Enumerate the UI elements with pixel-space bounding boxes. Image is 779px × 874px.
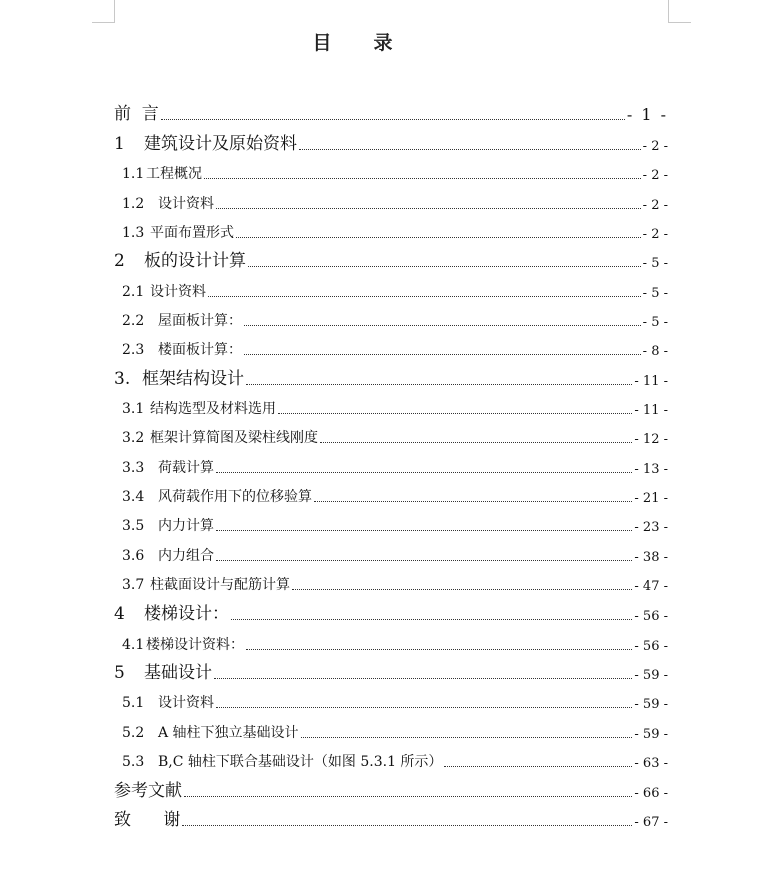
toc-entry-label: 楼面板计算： bbox=[158, 342, 242, 358]
toc-entry[interactable] bbox=[114, 98, 668, 124]
toc-entry-label: B,C 轴柱下联合基础设计（如图 5.3.1 所示） bbox=[158, 754, 443, 770]
toc-leader bbox=[161, 118, 625, 120]
toc-entry-label: 框架计算简图及梁柱线刚度 bbox=[150, 430, 318, 446]
toc-leader bbox=[216, 559, 632, 561]
toc-entry-number: 2.1 bbox=[122, 284, 145, 300]
toc-entry-page: - 11 - bbox=[634, 403, 668, 418]
toc-entry-number: 1.2 bbox=[122, 196, 145, 212]
toc-entry-label: 平面布置形式 bbox=[150, 225, 234, 241]
toc-entry[interactable] bbox=[114, 394, 668, 418]
toc-leader bbox=[278, 412, 632, 414]
toc-leader bbox=[246, 383, 632, 385]
toc-entry[interactable] bbox=[114, 570, 668, 594]
toc-entry-label: 建筑设计及原始资料 bbox=[144, 134, 297, 154]
toc-entry-page: - 67 - bbox=[634, 815, 668, 830]
toc-entry-label: 设计资料 bbox=[158, 196, 214, 212]
toc-leader bbox=[314, 500, 632, 502]
toc-entry[interactable] bbox=[114, 718, 668, 742]
page-corner-mark-left bbox=[92, 0, 115, 23]
toc-entry-label: 风荷载作用下的位移验算 bbox=[158, 489, 312, 505]
toc-entry-page: - 8 - bbox=[642, 344, 668, 359]
toc-entry-label: 基础设计 bbox=[144, 663, 212, 683]
toc-entry-page: - 66 - bbox=[634, 786, 668, 801]
toc-entry[interactable] bbox=[114, 453, 668, 477]
toc-entry-page: - 5 - bbox=[642, 256, 668, 271]
toc-leader bbox=[216, 706, 632, 708]
toc-entry[interactable] bbox=[114, 363, 668, 389]
toc-entry-number: 3.5 bbox=[122, 518, 145, 534]
toc-entry-label: 设计资料 bbox=[158, 695, 214, 711]
toc-entry-label: 荷载计算 bbox=[158, 460, 214, 476]
toc-leader bbox=[208, 295, 641, 297]
toc-leader bbox=[444, 765, 632, 767]
toc-entry[interactable] bbox=[114, 159, 668, 183]
toc-entry-page: - 63 - bbox=[634, 756, 668, 771]
toc-entry[interactable] bbox=[114, 630, 668, 654]
toc-entry-label: 板的设计计算 bbox=[144, 251, 246, 271]
toc-entry-page: - 2 - bbox=[642, 168, 668, 183]
toc-entry-number: 4.1 bbox=[122, 637, 145, 653]
toc-entry-page: - 38 - bbox=[634, 550, 668, 565]
toc-entry[interactable] bbox=[114, 598, 668, 624]
toc-entry-label: 框架结构设计 bbox=[142, 369, 244, 389]
toc-entry-number: 3.4 bbox=[122, 489, 145, 505]
toc-leader bbox=[299, 148, 641, 150]
toc-leader bbox=[214, 677, 632, 679]
toc-entry-page: - 59 - bbox=[634, 727, 668, 742]
toc-entry-number: 3.2 bbox=[122, 430, 145, 446]
toc-entry[interactable] bbox=[114, 277, 668, 301]
toc-entry-label: 楼梯设计资料： bbox=[146, 637, 244, 653]
toc-entry-label: 参考文献 bbox=[114, 781, 182, 801]
toc-leader bbox=[182, 824, 632, 826]
toc-leader bbox=[236, 236, 641, 238]
toc-leader bbox=[292, 588, 632, 590]
toc-entry-page: - 56 - bbox=[634, 639, 668, 654]
toc-entry-number: 3.1 bbox=[122, 401, 145, 417]
toc-title bbox=[0, 28, 705, 55]
toc-entry-label: 楼梯设计： bbox=[144, 604, 229, 624]
toc-leader bbox=[320, 441, 632, 443]
toc-entry-label: 前 言 bbox=[114, 104, 159, 124]
toc-entry-number: 2.3 bbox=[122, 342, 145, 358]
toc-entry[interactable] bbox=[114, 541, 668, 565]
toc-entry-label: 内力计算 bbox=[158, 518, 214, 534]
toc-entry-page: - 56 - bbox=[634, 609, 668, 624]
toc-entry[interactable] bbox=[114, 511, 668, 535]
toc-entry-label: 设计资料 bbox=[150, 284, 206, 300]
toc-entry-label: 屋面板计算： bbox=[158, 313, 242, 329]
toc-entry-number: 5 bbox=[114, 663, 125, 683]
toc-entry[interactable] bbox=[114, 128, 668, 154]
toc-entry-label: 柱截面设计与配筋计算 bbox=[150, 577, 290, 593]
toc-leader bbox=[244, 353, 641, 355]
toc-leader bbox=[301, 736, 633, 738]
toc-entry-number: 2.2 bbox=[122, 313, 145, 329]
toc-entry[interactable] bbox=[114, 657, 668, 683]
toc-entry-page: - 5 - bbox=[642, 315, 668, 330]
toc-entry-number: 5.3 bbox=[122, 754, 145, 770]
toc-entry-page: - 2 - bbox=[642, 139, 668, 154]
toc-entry[interactable] bbox=[114, 189, 668, 213]
toc-entry-page: - 12 - bbox=[634, 432, 668, 447]
toc-entry[interactable] bbox=[114, 335, 668, 359]
toc-entry-number: 3.6 bbox=[122, 548, 145, 564]
toc-entry-label: 结构选型及材料选用 bbox=[150, 401, 276, 417]
toc-entry-page: - 5 - bbox=[642, 286, 668, 301]
toc-entry[interactable] bbox=[114, 245, 668, 271]
toc-entry[interactable] bbox=[114, 775, 668, 801]
toc-entry-page: - 1 - bbox=[626, 105, 668, 124]
toc-leader bbox=[204, 177, 641, 179]
toc-entry[interactable] bbox=[114, 218, 668, 242]
toc-entry-page: - 2 - bbox=[642, 227, 668, 242]
toc-entry[interactable] bbox=[114, 804, 668, 830]
toc-entry-page: - 11 - bbox=[634, 374, 668, 389]
toc-entry-number: 1.1 bbox=[122, 166, 145, 182]
toc-leader bbox=[216, 471, 632, 473]
toc-entry-number: 5.2 bbox=[122, 725, 145, 741]
toc-entry-label: 工程概况 bbox=[146, 166, 202, 182]
toc-entry-page: - 13 - bbox=[634, 462, 668, 477]
toc-entry-number: 1.3 bbox=[122, 225, 145, 241]
toc-entry-label: 内力组合 bbox=[158, 548, 214, 564]
toc-title-char-2: 录 bbox=[373, 32, 393, 54]
page-corner-mark-right bbox=[668, 0, 691, 23]
toc-entry-number: 3.3 bbox=[122, 460, 145, 476]
toc-entry-page: - 23 - bbox=[634, 520, 668, 535]
toc-entry[interactable] bbox=[114, 482, 668, 506]
toc-leader bbox=[184, 795, 632, 797]
toc-entry-page: - 2 - bbox=[642, 198, 668, 213]
toc-entry-number: 3. bbox=[114, 369, 131, 389]
toc-entry[interactable] bbox=[114, 423, 668, 447]
toc-entry-page: - 59 - bbox=[634, 697, 668, 712]
toc-entry-number: 1 bbox=[114, 134, 125, 154]
toc-entry-number: 2 bbox=[114, 251, 125, 271]
toc-entry[interactable] bbox=[114, 747, 668, 771]
toc-entry-label: A 轴柱下独立基础设计 bbox=[158, 725, 299, 741]
toc-leader bbox=[248, 265, 641, 267]
toc-entry-page: - 47 - bbox=[634, 579, 668, 594]
toc-leader bbox=[246, 648, 632, 650]
toc-entry[interactable] bbox=[114, 306, 668, 330]
toc-entry-number: 5.1 bbox=[122, 695, 145, 711]
toc-leader bbox=[216, 529, 632, 531]
toc-leader bbox=[231, 618, 632, 620]
toc-entry[interactable] bbox=[114, 688, 668, 712]
toc-leader bbox=[216, 207, 641, 209]
toc-entry-page: - 59 - bbox=[634, 668, 668, 683]
toc-leader bbox=[244, 324, 641, 326]
toc-entry-number: 3.7 bbox=[122, 577, 145, 593]
toc-entry-label: 致 谢 bbox=[114, 810, 181, 830]
toc-title-char-1: 目 bbox=[312, 32, 332, 54]
toc-entry-number: 4 bbox=[114, 604, 125, 624]
toc-entry-page: - 21 - bbox=[634, 491, 668, 506]
